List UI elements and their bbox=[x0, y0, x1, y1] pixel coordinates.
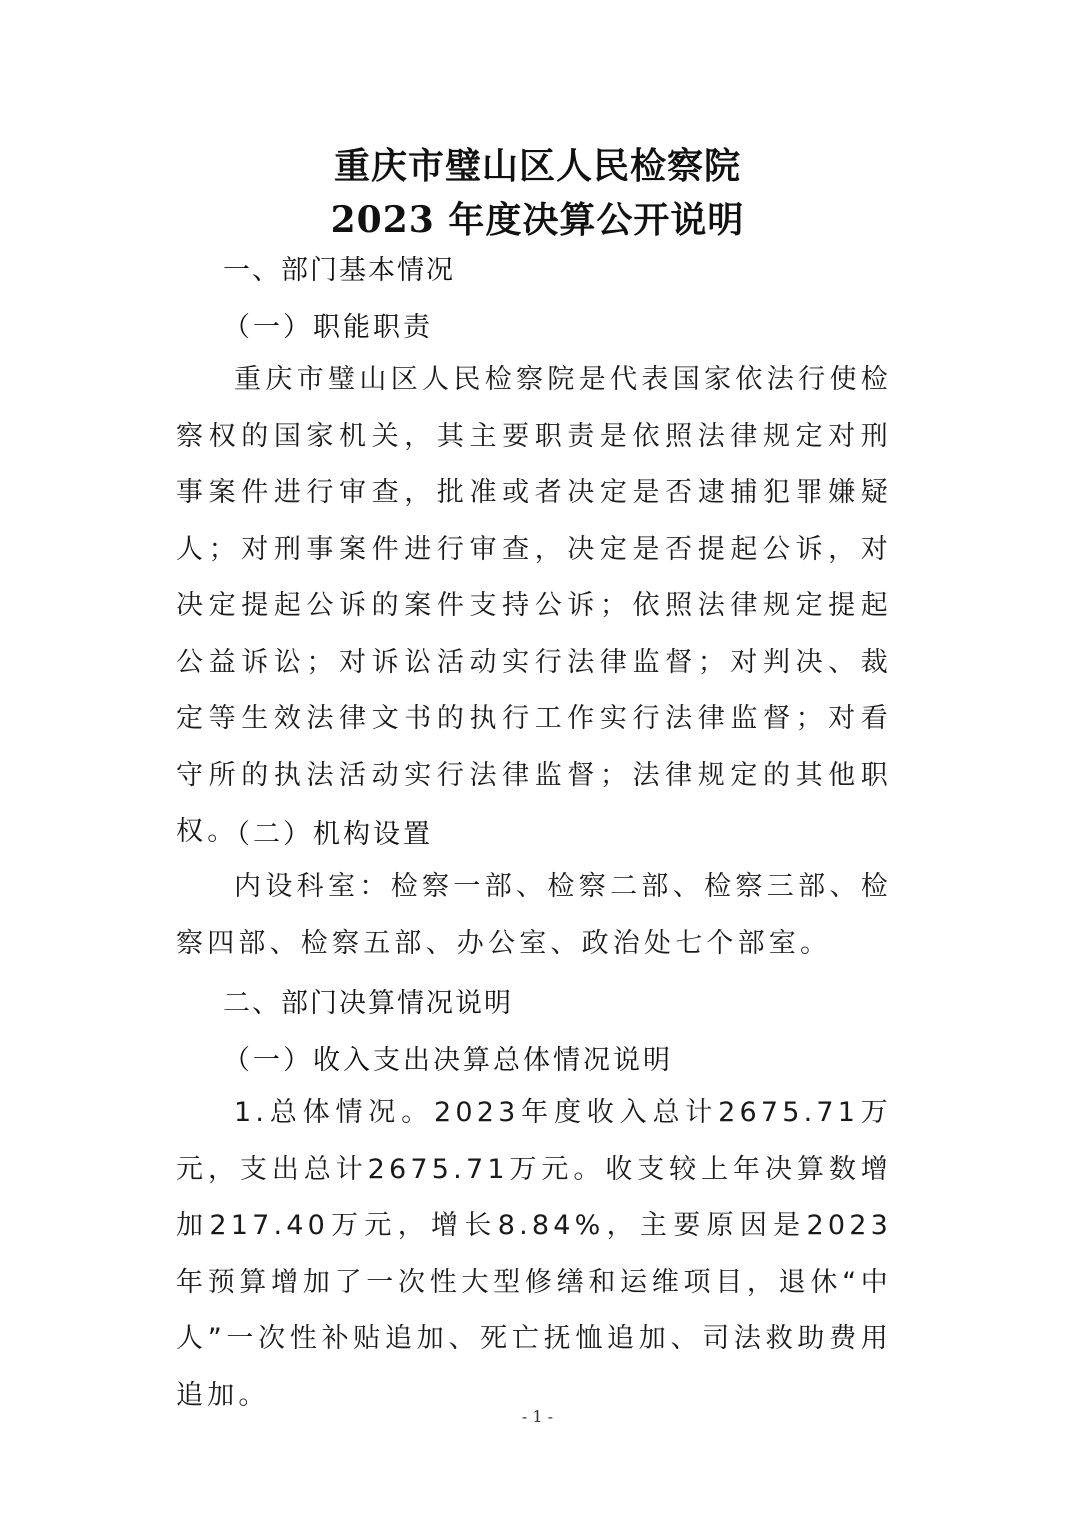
document-title-line-2: 2023 年度决算公开说明 bbox=[330, 199, 745, 241]
document-title-line-1: 重庆市璧山区人民检察院 bbox=[333, 145, 741, 187]
duties-paragraph: 重庆市璧山区人民检察院是代表国家依法行使检察权的国家机关，其主要职责是依照法律规定对刑事案件进行审查，批准或者决定是否逮捕犯罪嫌疑人；对刑事案件进行审查，决定是否提起公诉，对决定提起公诉的案件支持公诉；依照法律规定提起公益诉讼；对诉讼活动实行法律监督；对判决、裁定等生效法律文书的执行工作实行法律监督；对看守所的执法活动实行法律监督；法律规定的其他职权。 bbox=[176, 364, 892, 847]
section-1-heading: 一、部门基本情况 bbox=[223, 255, 455, 286]
overall-situation-paragraph: 1.总体情况。2023年度收入总计2675.71万元，支出总计2675.71万元。收支较上年决算数增加217.40万元，增长8.84%，主要原因是2023年预算增加了一次性大型修缮和运维项目，退休“中人”一次性补贴追加、死亡抚恤追加、司法救助费用追加。 bbox=[176, 1097, 892, 1411]
section-1-sub-1-heading: （一）职能职责 bbox=[223, 312, 433, 343]
page-number: - 1 - bbox=[521, 1407, 554, 1426]
section-2-sub-1-heading: （一）收入支出决算总体情况说明 bbox=[223, 1045, 673, 1076]
organization-paragraph: 内设科室：检察一部、检察二部、检察三部、检察四部、检察五部、办公室、政治处七个部室。 bbox=[176, 871, 892, 959]
section-1-sub-2-heading: （二）机构设置 bbox=[223, 819, 433, 850]
section-2-heading: 二、部门决算情况说明 bbox=[223, 988, 513, 1019]
